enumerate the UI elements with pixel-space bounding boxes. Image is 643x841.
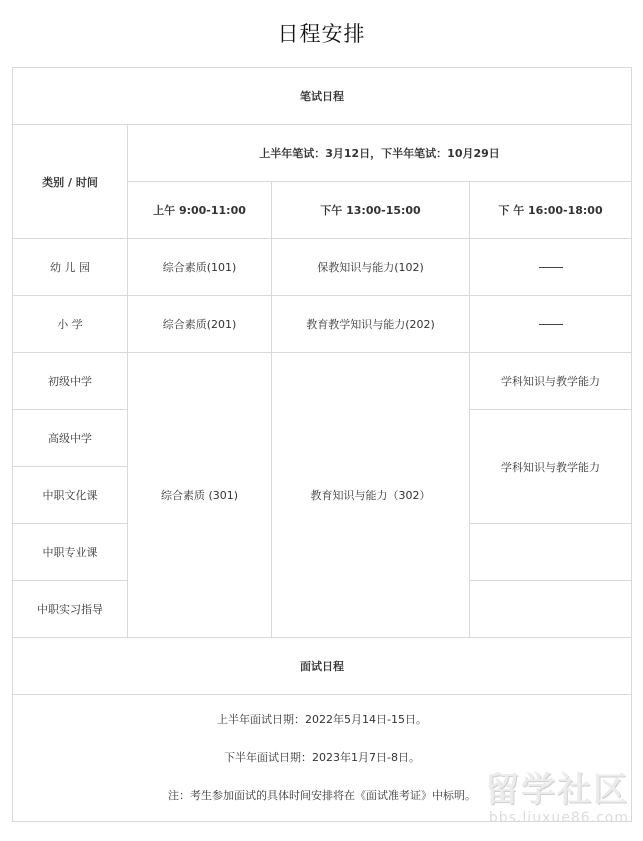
table-row [13,353,632,410]
session-afternoon: 下午 13:00-15:00 [272,182,470,239]
table-row [13,239,632,296]
row-label-junior-middle: 初级中学 [13,353,128,410]
kindergarten-s1: 综合素质(101) [128,239,272,296]
vocational-practice-s3-empty [470,581,632,638]
secondary-s1: 综合素质 (301) [128,353,272,638]
interview-section-row [13,638,632,695]
senior-middle-s3: 学科知识与教学能力 [470,410,632,524]
row-label-primary: 小 学 [13,296,128,353]
watermark-sub: bbs.liuxue86.com [488,810,629,826]
type-time-header: 类别 / 时间 [13,125,128,239]
watermark-main: 留学社区 [485,770,629,810]
session-late-afternoon: 下 午 16:00-18:00 [470,182,632,239]
interview-note: 注：考生参加面试的具体时间安排将在《面试准考证》中标明。 [168,789,476,802]
interview-second-half: 下半年面试日期：2023年1月7日-8日。 [224,751,420,764]
dash-mark [539,324,563,325]
row-label-senior-middle: 高级中学 [13,410,128,467]
written-section-row [13,68,632,125]
written-exam-dates: 上半年笔试：3月12日，下半年笔试：10月29日 [128,125,632,182]
interview-section-title: 面试日程 [13,638,632,695]
session-morning: 上午 9:00-11:00 [128,182,272,239]
primary-s1: 综合素质(201) [128,296,272,353]
row-label-vocational-practice: 中职实习指导 [13,581,128,638]
junior-middle-s3: 学科知识与教学能力 [470,353,632,410]
secondary-s2: 教育知识与能力（302） [272,353,470,638]
row-label-kindergarten: 幼 儿 园 [13,239,128,296]
dash-mark [539,267,563,268]
written-section-title: 笔试日程 [13,68,632,125]
row-label-vocational-culture: 中职文化课 [13,467,128,524]
kindergarten-s3-empty [470,239,632,296]
vocational-major-s3-empty [470,524,632,581]
page-title: 日程安排 [277,22,366,46]
primary-s2: 教育教学知识与能力(202) [272,296,470,353]
kindergarten-s2: 保教知识与能力(102) [272,239,470,296]
interview-notes-row [13,695,632,822]
interview-first-half: 上半年面试日期：2022年5月14日-15日。 [217,713,427,726]
row-label-vocational-major: 中职专业课 [13,524,128,581]
table-row [13,296,632,353]
schedule-table [12,67,632,822]
primary-s3-empty [470,296,632,353]
interview-notes [13,695,632,822]
header-row-dates [13,125,632,182]
